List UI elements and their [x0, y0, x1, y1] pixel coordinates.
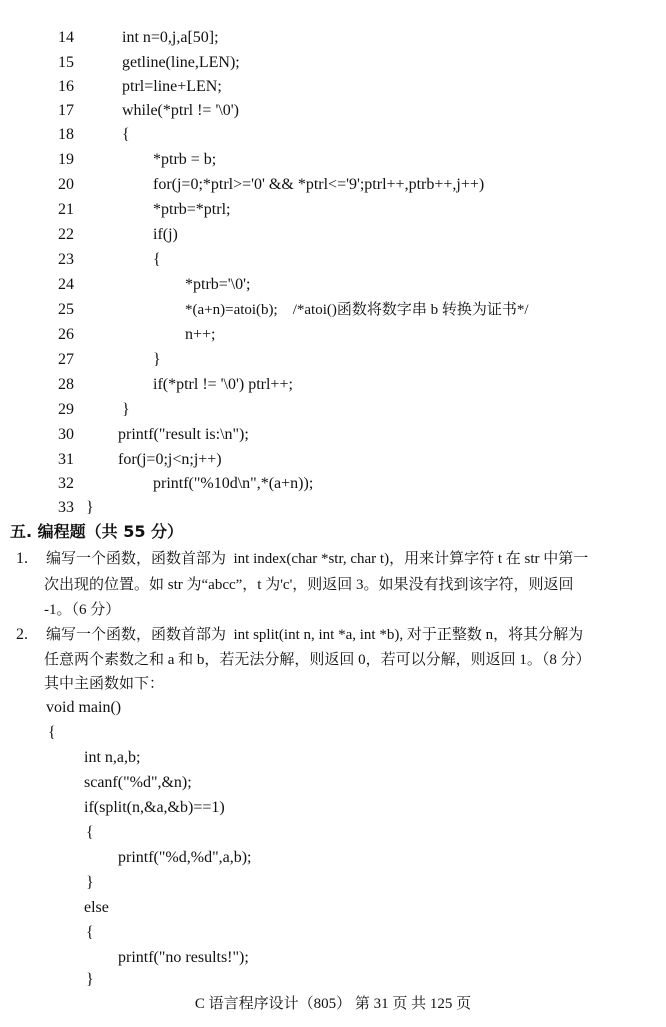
code-line: { — [122, 126, 130, 143]
code-line: printf("%d,%d",a,b); — [118, 849, 252, 866]
line-number: 24 — [58, 276, 74, 293]
line-number: 31 — [58, 451, 74, 468]
code-line: printf("%10d\n",*(a+n)); — [153, 475, 314, 492]
line-number: 16 — [58, 78, 74, 95]
code-line: scanf("%d",&n); — [84, 774, 192, 791]
question-text-line: 编写一个函数，函数首部为 int split(int n, int *a, int *b), 对于正整数 n，将其分解为 — [46, 627, 584, 643]
line-number: 21 — [58, 201, 74, 218]
code-line: if(j) — [153, 226, 178, 243]
line-number: 26 — [58, 326, 74, 343]
line-number: 22 — [58, 226, 74, 243]
code-line: if(*ptrl != '\0') ptrl++; — [153, 376, 293, 393]
code-line: { — [86, 824, 94, 841]
line-number: 28 — [58, 376, 74, 393]
question-text-line: -1。（6 分） — [44, 602, 121, 618]
line-number: 27 — [58, 351, 74, 368]
line-number: 19 — [58, 151, 74, 168]
question-text-line: 编写一个函数，函数首部为 int index(char *str, char t)，用来计算字符 t 在 str 中第一 — [46, 551, 589, 567]
code-line: } — [86, 499, 94, 516]
code-line: { — [48, 724, 56, 741]
code-line: } — [122, 401, 130, 418]
code-line: { — [86, 924, 94, 941]
code-line: n++; — [185, 326, 216, 343]
line-number: 23 — [58, 251, 74, 268]
code-line: } — [86, 971, 94, 988]
line-number: 29 — [58, 401, 74, 418]
line-number: 18 — [58, 126, 74, 143]
code-line: printf("result is:\n"); — [118, 426, 249, 443]
code-line: getline(line,LEN); — [122, 54, 240, 71]
code-line: for(j=0;j<n;j++) — [118, 451, 222, 468]
line-number: 25 — [58, 301, 74, 318]
code-line: *ptrb='\0'; — [185, 276, 251, 293]
question-number: 2. — [16, 626, 28, 643]
section-heading: 五. 编程题（共 55 分） — [10, 522, 184, 541]
code-line: int n,a,b; — [84, 749, 141, 766]
question-text-line: 任意两个素数之和 a 和 b，若无法分解，则返回 0，若可以分解，则返回 1。（8 分） — [44, 652, 591, 668]
line-number: 20 — [58, 176, 74, 193]
line-number: 30 — [58, 426, 74, 443]
line-number: 17 — [58, 102, 74, 119]
code-line: *(a+n)=atoi(b); /*atoi()函数将数字串 b 转换为证书*/ — [185, 302, 529, 318]
code-line: *ptrb=*ptrl; — [153, 201, 231, 218]
code-line: if(split(n,&a,&b)==1) — [84, 799, 225, 816]
line-number: 15 — [58, 54, 74, 71]
code-line: for(j=0;*ptrl>='0' && *ptrl<='9';ptrl++,ptrb++,j++) — [153, 176, 485, 193]
code-line: *ptrb = b; — [153, 151, 217, 168]
question-number: 1. — [16, 550, 28, 567]
code-line: int n=0,j,a[50]; — [122, 29, 219, 46]
code-line: } — [86, 874, 94, 891]
code-line: ptrl=line+LEN; — [122, 78, 222, 95]
code-line: void main() — [46, 699, 122, 716]
code-line: } — [153, 351, 161, 368]
line-number: 14 — [58, 29, 74, 46]
code-line: printf("no results!"); — [118, 949, 249, 966]
code-line: while(*ptrl != '\0') — [122, 102, 239, 119]
line-number: 33 — [58, 499, 74, 516]
page-footer: C 语言程序设计（805） 第 31 页 共 125 页 — [194, 996, 472, 1012]
code-line: { — [153, 251, 161, 268]
question-text-line: 次出现的位置。如 str 为“abcc”，t 为'c'，则返回 3。如果没有找到该字符，则返回 — [44, 577, 574, 593]
question-text-line: 其中主函数如下： — [44, 676, 165, 692]
code-line: else — [84, 899, 109, 916]
line-number: 32 — [58, 475, 74, 492]
